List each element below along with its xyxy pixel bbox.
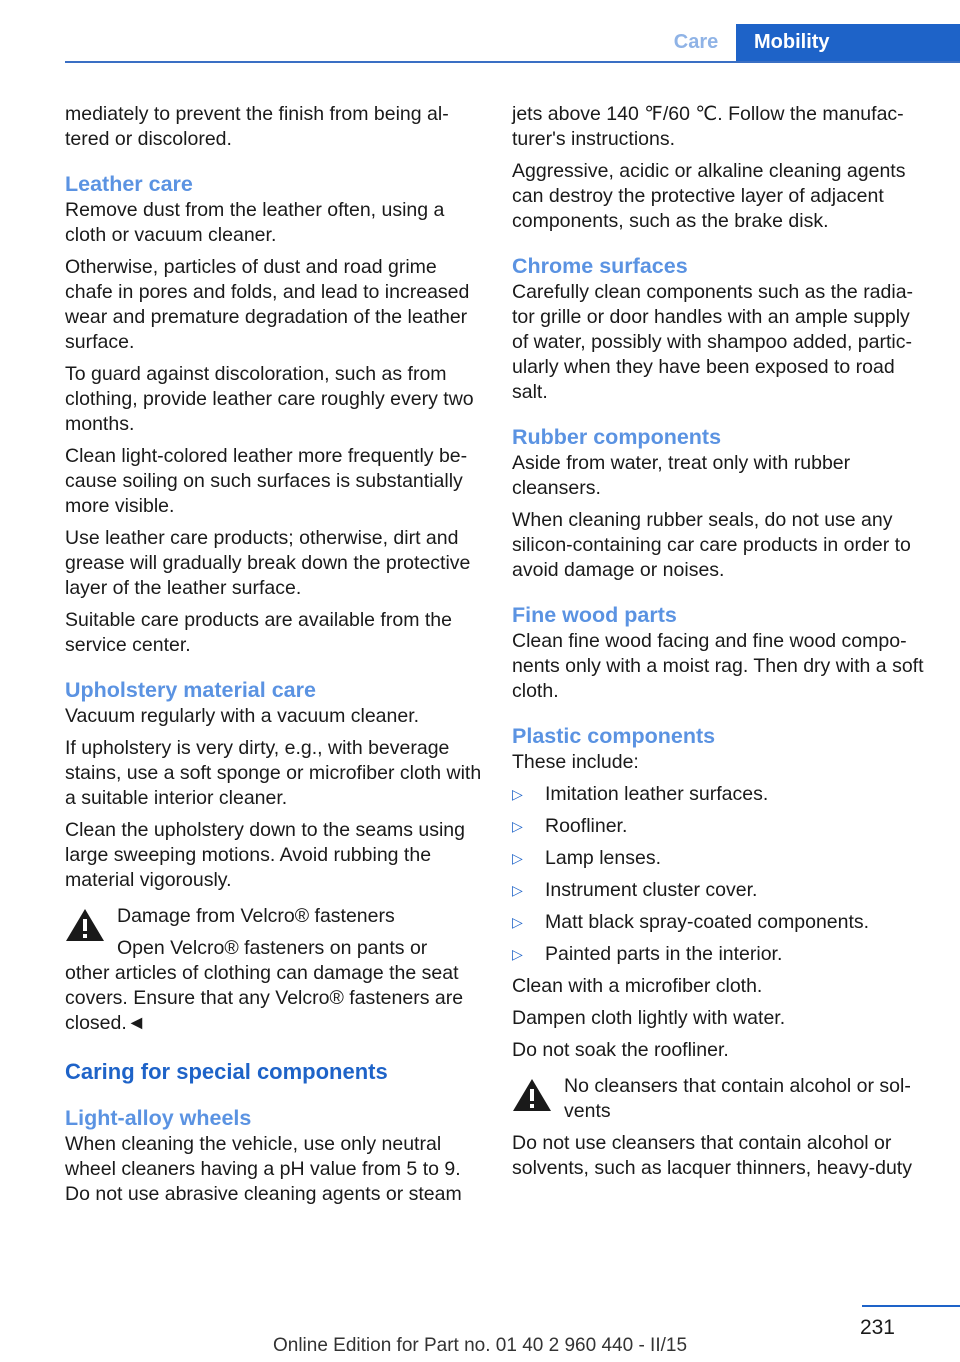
paragraph: Clean with a microfiber cloth. (512, 975, 763, 997)
list-item-text: Instrument cluster cover. (545, 879, 758, 901)
tab-mobility[interactable]: Mobility (736, 24, 960, 61)
bullet-triangle-icon: ▷ (512, 850, 523, 866)
paragraph: Aggressive, acidic or alkaline cleaning agents can destroy the protective layer of adjacent components, such as the brake disk. (512, 160, 906, 232)
paragraph: Clean the upholstery down to the seams using large sweeping motions. Avoid rubbing the material vigorously. (65, 819, 465, 891)
upholstery-section (65, 676, 485, 893)
plastic-section (512, 722, 930, 1063)
special-components-heading: Caring for special components (65, 1059, 388, 1084)
paragraph: jets above 140 ℉/60 ℃. Follow the manufac-turer's instructions. (512, 103, 904, 150)
wood-heading: Fine wood parts (512, 603, 677, 627)
footer-edition: Online Edition for Part no. 01 40 2 960 440 - II/15 (272, 1335, 688, 1356)
bullet-triangle-icon: ▷ (512, 786, 523, 802)
tab-care[interactable]: Care (656, 24, 736, 61)
plastic-list (512, 782, 930, 967)
list-item (512, 814, 930, 839)
paragraph: Vacuum regularly with a vacuum cleaner. (65, 705, 420, 727)
list-item-text: Roofliner. (545, 815, 628, 837)
paragraph: If upholstery is very dirty, e.g., with beverage stains, use a soft sponge or microfiber cloth with a suitable interior cleaner. (65, 737, 482, 809)
warning-body (65, 936, 485, 1036)
footer-rule (862, 1305, 960, 1307)
intro-paragraph: mediately to prevent the finish from being al-tered or discolored. (65, 103, 449, 150)
paragraph: Suitable care products are available from the service center. (65, 609, 452, 656)
warning-triangle-icon (512, 1078, 552, 1112)
paragraph: Otherwise, particles of dust and road grime chafe in pores and folds, and lead to increased wear and premature degradation of the leather surface. (65, 256, 470, 353)
paragraph: These include: (512, 751, 639, 773)
special-components-section (65, 1058, 485, 1086)
rubber-section (512, 423, 930, 583)
cleanser-warning (512, 1074, 930, 1181)
paragraph: To guard against discoloration, such as from clothing, provide leather care roughly every two months. (65, 363, 474, 435)
paragraph: Carefully clean components such as the radia-tor grille or door handles with an ample supply of water, possibly with shampoo added, partic-ularly when they have been exposed to road salt. (512, 281, 914, 403)
paragraph: Dampen cloth lightly with water. (512, 1007, 786, 1029)
list-item (512, 942, 930, 967)
paragraph: Remove dust from the leather often, using a cloth or vacuum cleaner. (65, 199, 445, 246)
warning-body: Do not use cleansers that contain alcohol or solvents, such as lacquer thinners, heavy-duty (512, 1132, 912, 1179)
bullet-triangle-icon: ▷ (512, 882, 523, 898)
list-item-text: Imitation leather surfaces. (545, 783, 769, 805)
list-item-text: Lamp lenses. (545, 847, 661, 869)
left-column (65, 102, 485, 1214)
list-item-text: Painted parts in the interior. (545, 943, 783, 965)
warning-title: No cleansers that contain alcohol or sol-vents (564, 1075, 911, 1122)
list-item (512, 782, 930, 807)
paragraph: Clean light-colored leather more frequently be-cause soiling on such surfaces is substantially more visible. (65, 445, 468, 517)
page-number: 231 (859, 1316, 895, 1339)
paragraph: Clean fine wood facing and fine wood compo-nents only with a moist rag. Then dry with a soft cloth. (512, 630, 924, 702)
velcro-warning (65, 904, 485, 1036)
header-rule (65, 61, 960, 63)
rubber-heading: Rubber components (512, 425, 722, 449)
bullet-triangle-icon: ▷ (512, 946, 523, 962)
paragraph: When cleaning the vehicle, use only neutral wheel cleaners having a pH value from 5 to 9. Do not use abrasive cleaning agents or steam (65, 1133, 462, 1205)
chrome-heading: Chrome surfaces (512, 254, 688, 278)
warning-title: Damage from Velcro® fasteners (117, 905, 395, 927)
list-item (512, 878, 930, 903)
right-column (512, 102, 930, 1188)
list-item-text: Matt black spray-coated components. (545, 911, 870, 933)
paragraph: Do not soak the roofliner. (512, 1039, 729, 1061)
bullet-triangle-icon: ▷ (512, 818, 523, 834)
warning-body-rest: other articles of clothing can damage the seat covers. Ensure that any Velcro® fasteners are closed.◄ (65, 962, 464, 1034)
paragraph: Aside from water, treat only with rubber cleansers. (512, 452, 851, 499)
wood-section (512, 601, 930, 704)
list-item (512, 846, 930, 871)
paragraph: When cleaning rubber seals, do not use any silicon-containing car care products in order to avoid damage or noises. (512, 509, 911, 581)
list-item (512, 910, 930, 935)
warning-triangle-icon (65, 908, 105, 942)
chrome-section (512, 252, 930, 405)
upholstery-heading: Upholstery material care (65, 678, 316, 702)
leather-care-heading: Leather care (65, 172, 193, 196)
light-alloy-heading: Light-alloy wheels (65, 1106, 252, 1130)
plastic-heading: Plastic components (512, 724, 716, 748)
leather-care-section (65, 170, 485, 658)
warning-body-line1: Open Velcro® fasteners on pants or (117, 937, 428, 959)
paragraph: Use leather care products; otherwise, dirt and grease will gradually break down the protective layer of the leather surface. (65, 527, 471, 599)
light-alloy-section (65, 1104, 485, 1207)
bullet-triangle-icon: ▷ (512, 914, 523, 930)
